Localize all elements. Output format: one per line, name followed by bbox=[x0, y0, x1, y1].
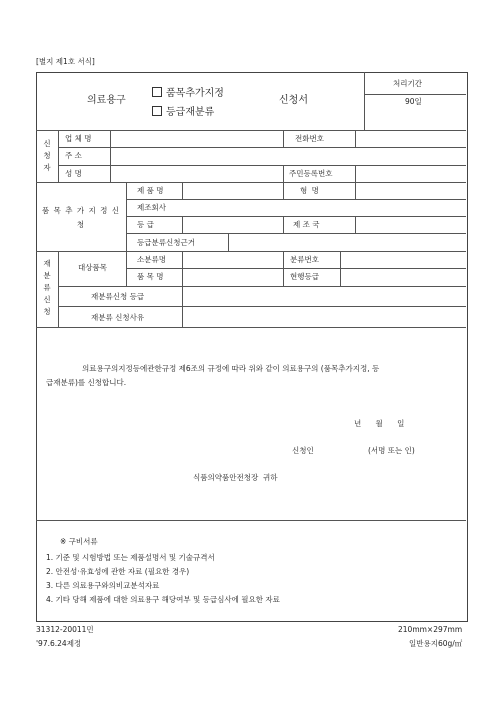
option-reclassify[interactable]: 등급재분류 bbox=[152, 106, 214, 118]
phone-field[interactable] bbox=[357, 131, 465, 146]
grade-label: 등 급 bbox=[137, 220, 154, 229]
model-name-label: 형 명 bbox=[300, 186, 320, 195]
checkbox-icon[interactable] bbox=[152, 106, 162, 116]
subclass-name-field[interactable] bbox=[184, 252, 282, 267]
enactment-date: '97.6.24제정 bbox=[36, 639, 82, 648]
required-doc-item: 3. 다른 의료용구와의비교분석자료 bbox=[46, 581, 160, 590]
class-number-field[interactable] bbox=[342, 252, 465, 267]
reclass-reason-label: 재분류 신청사유 bbox=[91, 313, 145, 322]
current-grade-field[interactable] bbox=[342, 269, 465, 285]
add-item-section-label: 품 목 추 가 지 정 신 청 bbox=[41, 206, 121, 229]
requested-grade-field[interactable] bbox=[184, 287, 465, 305]
manufacturer-field[interactable] bbox=[184, 200, 465, 215]
checkbox-icon[interactable] bbox=[152, 87, 162, 97]
processing-period-value: 90일 bbox=[405, 97, 422, 106]
reclass-reason-field[interactable] bbox=[184, 307, 465, 326]
required-doc-item: 2. 안전성·유효성에 관한 자료 (필요한 경우) bbox=[46, 567, 190, 576]
address-label: 주 소 bbox=[65, 151, 82, 160]
item-name-field[interactable] bbox=[184, 269, 282, 285]
applicant-sign-label: 신청인 bbox=[292, 446, 314, 455]
product-name-field[interactable] bbox=[184, 183, 282, 198]
required-doc-item: 1. 기준 및 시험방법 또는 제품설명서 및 기술규격서 bbox=[46, 553, 215, 562]
company-name-label: 업 체 명 bbox=[65, 134, 92, 143]
product-name-label: 제 품 명 bbox=[137, 186, 164, 195]
paper-size: 210mm×297mm bbox=[398, 625, 463, 634]
item-name-label: 품 목 명 bbox=[137, 272, 164, 281]
grade-field[interactable] bbox=[184, 217, 282, 232]
option-add-item[interactable]: 품목추가지정 bbox=[152, 87, 224, 99]
reclass-section-label: 재 분 류 신 청 bbox=[43, 259, 51, 316]
sign-note: (서명 또는 인) bbox=[368, 446, 415, 455]
required-docs-title: ※ 구비서류 bbox=[60, 537, 98, 546]
id-number-field[interactable] bbox=[357, 166, 465, 181]
country-label: 제 조 국 bbox=[293, 220, 320, 229]
name-field[interactable] bbox=[112, 166, 282, 181]
subclass-name-label: 소분류명 bbox=[137, 255, 166, 264]
classification-basis-label: 등급분류신청근거 bbox=[137, 238, 195, 247]
title-right: 신청서 bbox=[279, 95, 308, 106]
addressee: 식품의약품안전청장 귀하 bbox=[193, 473, 278, 482]
target-item-label: 대상품목 bbox=[78, 263, 107, 272]
title-left: 의료용구 bbox=[87, 95, 126, 106]
statement-line1: 의료용구의지정등에관한규정 제6조의 규정에 따라 위와 같이 의료용구의 (품목추가지정, 등 bbox=[82, 364, 380, 373]
processing-period-label: 처리기간 bbox=[393, 79, 422, 88]
id-number-label: 주민등록번호 bbox=[289, 169, 333, 178]
phone-label: 전화번호 bbox=[295, 134, 324, 143]
application-date: 년 월 일 bbox=[354, 419, 405, 428]
model-name-field[interactable] bbox=[357, 183, 465, 198]
address-field[interactable] bbox=[112, 148, 465, 164]
classification-basis-field[interactable] bbox=[230, 234, 465, 250]
current-grade-label: 현행등급 bbox=[290, 272, 319, 281]
company-name-field[interactable] bbox=[112, 131, 282, 146]
form-number: 31312-20011민 bbox=[36, 625, 94, 634]
requested-grade-label: 재분류신청 등급 bbox=[91, 292, 145, 301]
name-label: 성 명 bbox=[65, 169, 82, 178]
paper-type: 일반용지60g/㎡ bbox=[409, 639, 463, 648]
form-code: [별지 제1호 서식] bbox=[36, 57, 95, 66]
required-doc-item: 4. 기타 당해 제품에 대한 의료용구 해당여부 및 등급심사에 필요한 자료 bbox=[46, 595, 280, 604]
class-number-label: 분류번호 bbox=[290, 255, 319, 264]
statement-line2: 급재분류)를 신청합니다. bbox=[46, 378, 127, 387]
country-field[interactable] bbox=[357, 217, 465, 232]
applicant-section-label: 신 청 자 bbox=[43, 139, 51, 172]
manufacturer-label: 제조회사 bbox=[137, 203, 166, 212]
